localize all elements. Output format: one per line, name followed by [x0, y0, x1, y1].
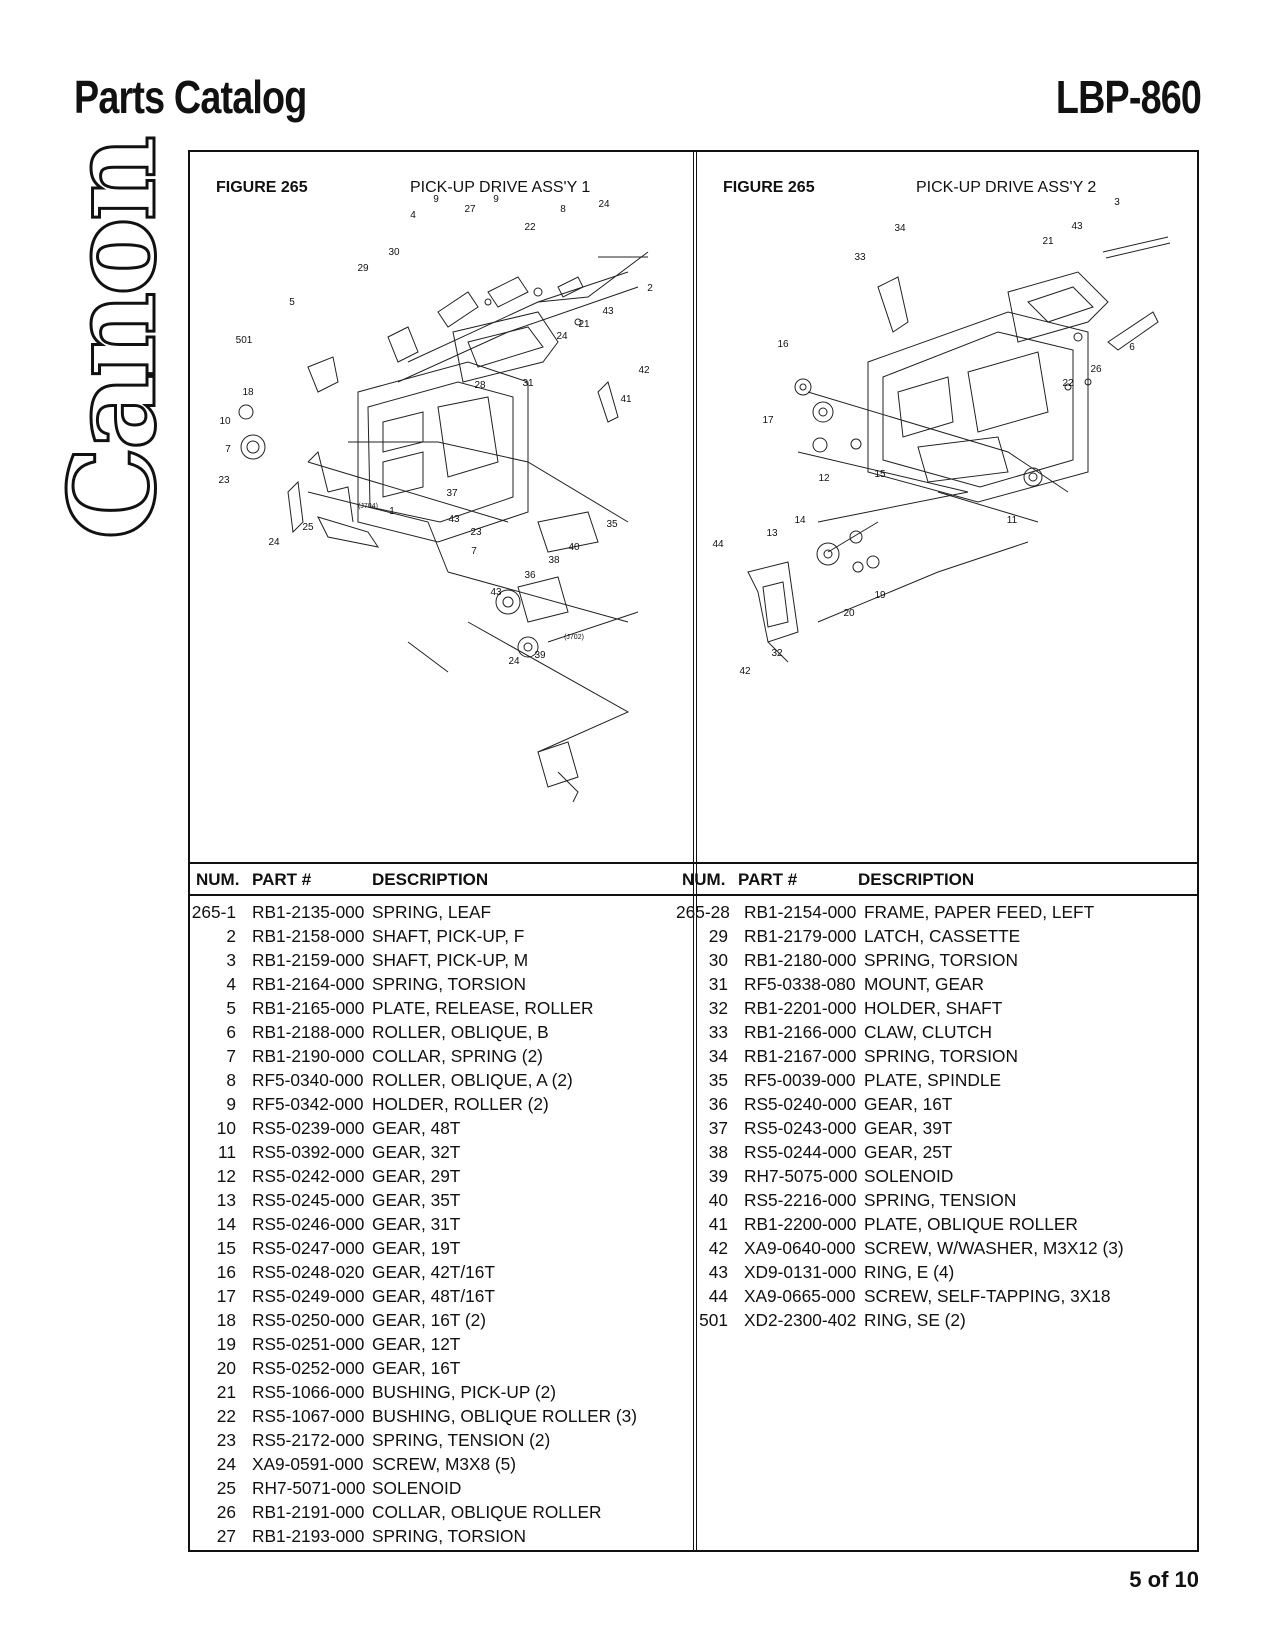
part-description: ROLLER, OBLIQUE, B [372, 1022, 549, 1042]
part-description: SPRING, TORSION [864, 1046, 1018, 1066]
part-number: RS5-0250-000 [252, 1310, 365, 1330]
item-number: 15 [216, 1238, 236, 1258]
catalog-frame [188, 150, 1199, 1552]
table-row [190, 996, 690, 1020]
item-number: 17 [216, 1286, 236, 1306]
callout: 26 [1090, 364, 1102, 375]
item-number: 10 [216, 1118, 236, 1138]
table-row [190, 1476, 690, 1500]
callout: 36 [524, 570, 536, 581]
callout: 5 [289, 297, 295, 308]
part-description: GEAR, 32T [372, 1142, 461, 1162]
callout: 6 [1129, 342, 1135, 353]
part-description: CLAW, CLUTCH [864, 1022, 993, 1042]
part-number: RS5-2172-000 [252, 1430, 365, 1450]
part-description: SOLENOID [372, 1478, 462, 1498]
table-row [676, 972, 1196, 996]
part-number: RB1-2190-000 [252, 1046, 365, 1066]
item-number: 42 [708, 1238, 728, 1258]
col-num-right: NUM. [682, 870, 726, 889]
item-number: 41 [708, 1214, 728, 1234]
item-number: 6 [226, 1022, 236, 1042]
table-row [676, 1140, 1196, 1164]
callout: 9 [433, 194, 439, 205]
part-number: XD2-2300-402 [744, 1310, 857, 1330]
callout: 32 [771, 648, 783, 659]
part-description: BUSHING, PICK-UP (2) [372, 1382, 557, 1402]
item-number: 12 [216, 1166, 236, 1186]
item-number: 33 [708, 1022, 728, 1042]
callout: 10 [219, 416, 231, 427]
part-description: PLATE, OBLIQUE ROLLER [864, 1214, 1078, 1234]
part-description: SCREW, SELF-TAPPING, 3X18 [864, 1286, 1111, 1306]
part-number: XD9-0131-000 [744, 1262, 857, 1282]
callout: 18 [242, 387, 254, 398]
part-number: RB1-2188-000 [252, 1022, 365, 1042]
figure-label-1: FIGURE 265 [216, 179, 308, 196]
model-title: LBP-860 [1055, 71, 1201, 123]
col-part-right: PART # [738, 870, 798, 889]
callout: 21 [1042, 236, 1054, 247]
part-description: ROLLER, OBLIQUE, A (2) [372, 1070, 573, 1090]
part-number: RB1-2164-000 [252, 974, 365, 994]
item-number: 5 [226, 998, 236, 1018]
part-description: PLATE, RELEASE, ROLLER [372, 998, 594, 1018]
part-number: RS5-0392-000 [252, 1142, 365, 1162]
part-number: RS5-0240-000 [744, 1094, 857, 1114]
callout: 20 [843, 608, 855, 619]
part-number: RS5-2216-000 [744, 1190, 857, 1210]
part-description: GEAR, 48T/16T [372, 1286, 495, 1306]
item-number: 40 [708, 1190, 728, 1210]
part-description: SPRING, TORSION [864, 950, 1018, 970]
table-row [190, 1116, 690, 1140]
table-row [190, 1284, 690, 1308]
callout: 42 [638, 365, 650, 376]
part-description: GEAR, 39T [864, 1118, 953, 1138]
callout: 1 [389, 506, 395, 517]
part-description: HOLDER, SHAFT [864, 998, 1003, 1018]
part-description: HOLDER, ROLLER (2) [372, 1094, 549, 1114]
part-description: GEAR, 16T [372, 1358, 461, 1378]
table-row [190, 1092, 690, 1116]
table-row [676, 1260, 1196, 1284]
item-number: 44 [708, 1286, 728, 1306]
table-row [190, 1044, 690, 1068]
callout: 43 [448, 514, 460, 525]
callouts-2 [712, 197, 1135, 677]
callout: 43 [602, 306, 614, 317]
table-row [190, 1500, 690, 1524]
item-number: 3 [226, 950, 236, 970]
part-number: RH7-5071-000 [252, 1478, 366, 1498]
callout: 23 [470, 527, 482, 538]
part-number: RS5-0249-000 [252, 1286, 365, 1306]
canon-logo [43, 130, 182, 560]
figure-desc-1: PICK-UP DRIVE ASS'Y 1 [410, 179, 591, 196]
item-number: 26 [216, 1502, 236, 1522]
item-number: 32 [708, 998, 728, 1018]
item-number: 501 [699, 1310, 728, 1330]
callout: 24 [556, 331, 568, 342]
item-number: 27 [216, 1526, 236, 1546]
part-number: RB1-2159-000 [252, 950, 365, 970]
part-number: RS5-1066-000 [252, 1382, 365, 1402]
callout: 42 [739, 666, 751, 677]
part-number: RB1-2154-000 [744, 902, 857, 922]
item-number: 16 [216, 1262, 236, 1282]
callout: 28 [474, 380, 486, 391]
item-number: 37 [708, 1118, 728, 1138]
item-number: 265-28 [676, 902, 730, 922]
part-description: GEAR, 16T (2) [372, 1310, 486, 1330]
callout: 24 [268, 537, 280, 548]
table-row [676, 1188, 1196, 1212]
item-number: 13 [216, 1190, 236, 1210]
callout: 24 [508, 656, 520, 667]
callout: 14 [794, 515, 806, 526]
callout: 43 [1071, 221, 1083, 232]
part-number: RS5-0252-000 [252, 1358, 365, 1378]
part-number: RS5-1067-000 [252, 1406, 365, 1426]
item-number: 31 [708, 974, 728, 994]
part-description: SOLENOID [864, 1166, 954, 1186]
figure-desc-2: PICK-UP DRIVE ASS'Y 2 [916, 179, 1097, 196]
table-row [676, 1284, 1196, 1308]
table-row [190, 900, 690, 924]
part-number: RB1-2166-000 [744, 1022, 857, 1042]
table-row [190, 948, 690, 972]
callout: 41 [620, 394, 632, 405]
part-number: RB1-2179-000 [744, 926, 857, 946]
part-number: RB1-2201-000 [744, 998, 857, 1018]
item-number: 39 [708, 1166, 728, 1186]
part-description: FRAME, PAPER FEED, LEFT [864, 902, 1095, 922]
item-number: 2 [226, 926, 236, 946]
part-description: GEAR, 25T [864, 1142, 953, 1162]
table-row [190, 1308, 690, 1332]
parts-list-right [676, 900, 1196, 1332]
table-row [190, 1260, 690, 1284]
item-number: 30 [708, 950, 728, 970]
table-row [190, 1188, 690, 1212]
table-row [190, 1404, 690, 1428]
item-number: 20 [216, 1358, 236, 1378]
part-description: SHAFT, PICK-UP, F [372, 926, 525, 946]
part-number: RS5-0247-000 [252, 1238, 365, 1258]
table-row [190, 1524, 690, 1548]
svg-text:Canon: Canon [43, 139, 182, 540]
item-number: 23 [216, 1430, 236, 1450]
table-row [190, 1164, 690, 1188]
callout: 22 [1062, 378, 1074, 389]
callout: 2 [647, 283, 653, 294]
exploded-diagram-2 [708, 192, 1178, 852]
part-number: RB1-2193-000 [252, 1526, 365, 1546]
item-number: 43 [708, 1262, 728, 1282]
item-number: 36 [708, 1094, 728, 1114]
callout: 12 [818, 473, 830, 484]
exploded-diagram-1 [208, 192, 678, 852]
callout: 21 [578, 319, 590, 330]
callout: 35 [606, 519, 618, 530]
col-num-left: NUM. [196, 870, 240, 889]
callout: 23 [218, 475, 230, 486]
table-row [190, 1428, 690, 1452]
table-row [190, 1236, 690, 1260]
table-row [676, 948, 1196, 972]
part-number: RS5-0244-000 [744, 1142, 857, 1162]
table-row [190, 972, 690, 996]
part-description: GEAR, 31T [372, 1214, 461, 1234]
callout: 24 [598, 199, 610, 210]
part-number: RS5-0251-000 [252, 1334, 365, 1354]
part-description: GEAR, 16T [864, 1094, 953, 1114]
part-description: SPRING, TENSION [864, 1190, 1017, 1210]
part-number: RF5-0039-000 [744, 1070, 856, 1090]
table-row [676, 900, 1196, 924]
callout: (J704) [358, 503, 378, 510]
item-number: 7 [226, 1046, 236, 1066]
part-description: PLATE, SPINDLE [864, 1070, 1002, 1090]
part-number: XA9-0640-000 [744, 1238, 856, 1258]
part-number: RB1-2200-000 [744, 1214, 857, 1234]
part-description: SPRING, TORSION [372, 974, 526, 994]
callout: 11 [1006, 515, 1018, 526]
callout: 7 [471, 546, 477, 557]
item-number: 14 [216, 1214, 236, 1234]
table-row [676, 1212, 1196, 1236]
table-row [676, 1044, 1196, 1068]
part-description: SPRING, LEAF [372, 902, 492, 922]
table-row [190, 1140, 690, 1164]
item-number: 4 [226, 974, 236, 994]
callout: 33 [854, 252, 866, 263]
callout: 4 [410, 210, 416, 221]
callout: 29 [357, 263, 369, 274]
table-row [190, 1020, 690, 1044]
callout: 39 [534, 650, 546, 661]
part-number: RB1-2165-000 [252, 998, 365, 1018]
callout: 19 [874, 590, 886, 601]
callout: 17 [762, 415, 774, 426]
item-number: 24 [216, 1454, 236, 1474]
callout: 34 [894, 223, 906, 234]
item-number: 8 [226, 1070, 236, 1090]
part-description: BUSHING, OBLIQUE ROLLER (3) [372, 1406, 638, 1426]
callout: 15 [874, 469, 886, 480]
part-description: SCREW, M3X8 (5) [372, 1454, 517, 1474]
item-number: 265-1 [191, 902, 236, 922]
col-desc-left: DESCRIPTION [372, 870, 489, 889]
table-row [190, 1332, 690, 1356]
callout: 43 [490, 587, 502, 598]
callout: 31 [522, 378, 534, 389]
callout: 3 [1114, 197, 1120, 208]
callout: 27 [464, 204, 476, 215]
callout: 8 [560, 204, 566, 215]
callout: 22 [524, 222, 536, 233]
part-number: RF5-0338-080 [744, 974, 856, 994]
part-number: XA9-0591-000 [252, 1454, 364, 1474]
item-number: 11 [218, 1142, 236, 1162]
item-number: 22 [216, 1406, 236, 1426]
callout: 37 [446, 488, 458, 499]
callout: (J702) [564, 634, 584, 641]
part-description: COLLAR, OBLIQUE ROLLER [372, 1502, 602, 1522]
col-desc-right: DESCRIPTION [858, 870, 975, 889]
callout: 44 [712, 539, 724, 550]
figure-label-2: FIGURE 265 [723, 179, 815, 196]
item-number: 35 [708, 1070, 728, 1090]
table-row [190, 1356, 690, 1380]
table-row [676, 1020, 1196, 1044]
callout: 9 [493, 194, 499, 205]
table-row [676, 1092, 1196, 1116]
part-description: COLLAR, SPRING (2) [372, 1046, 543, 1066]
callout: 16 [777, 339, 789, 350]
part-description: GEAR, 12T [372, 1334, 461, 1354]
part-number: RB1-2158-000 [252, 926, 365, 946]
table-row [676, 924, 1196, 948]
catalog-title: Parts Catalog [74, 71, 307, 123]
part-number: RS5-0242-000 [252, 1166, 365, 1186]
part-number: RF5-0342-000 [252, 1094, 364, 1114]
callouts-1 [218, 194, 653, 667]
callout: 25 [302, 522, 314, 533]
callout: 30 [388, 247, 400, 258]
table-row [190, 1380, 690, 1404]
table-row [190, 1452, 690, 1476]
parts-list-left [190, 900, 690, 1548]
table-row [676, 1116, 1196, 1140]
part-description: GEAR, 48T [372, 1118, 461, 1138]
table-row [190, 924, 690, 948]
callout: 501 [235, 335, 253, 346]
item-number: 21 [216, 1382, 236, 1402]
callout: 38 [548, 555, 560, 566]
part-description: LATCH, CASSETTE [864, 926, 1021, 946]
part-number: RS5-0239-000 [252, 1118, 365, 1138]
part-description: RING, E (4) [864, 1262, 955, 1282]
part-number: RS5-0246-000 [252, 1214, 365, 1234]
part-number: RB1-2167-000 [744, 1046, 857, 1066]
callout: 7 [225, 444, 231, 455]
table-row [676, 1236, 1196, 1260]
item-number: 38 [708, 1142, 728, 1162]
column-divider [693, 152, 697, 1550]
item-number: 19 [216, 1334, 236, 1354]
part-number: RF5-0340-000 [252, 1070, 364, 1090]
part-description: GEAR, 35T [372, 1190, 461, 1210]
item-number: 9 [226, 1094, 236, 1114]
part-number: RB1-2135-000 [252, 902, 365, 922]
part-number: RS5-0243-000 [744, 1118, 857, 1138]
page-number: 5 of 10 [1129, 1567, 1199, 1592]
table-row [190, 1212, 690, 1236]
part-number: RB1-2191-000 [252, 1502, 365, 1522]
callout: 13 [766, 528, 778, 539]
part-description: SHAFT, PICK-UP, M [372, 950, 529, 970]
item-number: 29 [708, 926, 728, 946]
part-number: XA9-0665-000 [744, 1286, 856, 1306]
table-row [676, 1164, 1196, 1188]
part-number: RS5-0248-020 [252, 1262, 365, 1282]
table-row [676, 1068, 1196, 1092]
item-number: 18 [216, 1310, 236, 1330]
part-description: SCREW, W/WASHER, M3X12 (3) [864, 1238, 1124, 1258]
part-description: SPRING, TORSION [372, 1526, 526, 1546]
callout: 40 [568, 542, 580, 553]
table-header-rule [190, 894, 1197, 896]
part-description: GEAR, 42T/16T [372, 1262, 495, 1282]
part-description: GEAR, 29T [372, 1166, 461, 1186]
item-number: 25 [216, 1478, 236, 1498]
part-description: GEAR, 19T [372, 1238, 461, 1258]
table-row [190, 1068, 690, 1092]
col-part-left: PART # [252, 870, 312, 889]
table-top-rule [190, 862, 1197, 864]
table-row [676, 1308, 1196, 1332]
part-description: SPRING, TENSION (2) [372, 1430, 551, 1450]
table-row [676, 996, 1196, 1020]
item-number: 34 [708, 1046, 728, 1066]
part-description: MOUNT, GEAR [864, 974, 985, 994]
part-number: RB1-2180-000 [744, 950, 857, 970]
part-description: RING, SE (2) [864, 1310, 966, 1330]
part-number: RS5-0245-000 [252, 1190, 365, 1210]
part-number: RH7-5075-000 [744, 1166, 858, 1186]
